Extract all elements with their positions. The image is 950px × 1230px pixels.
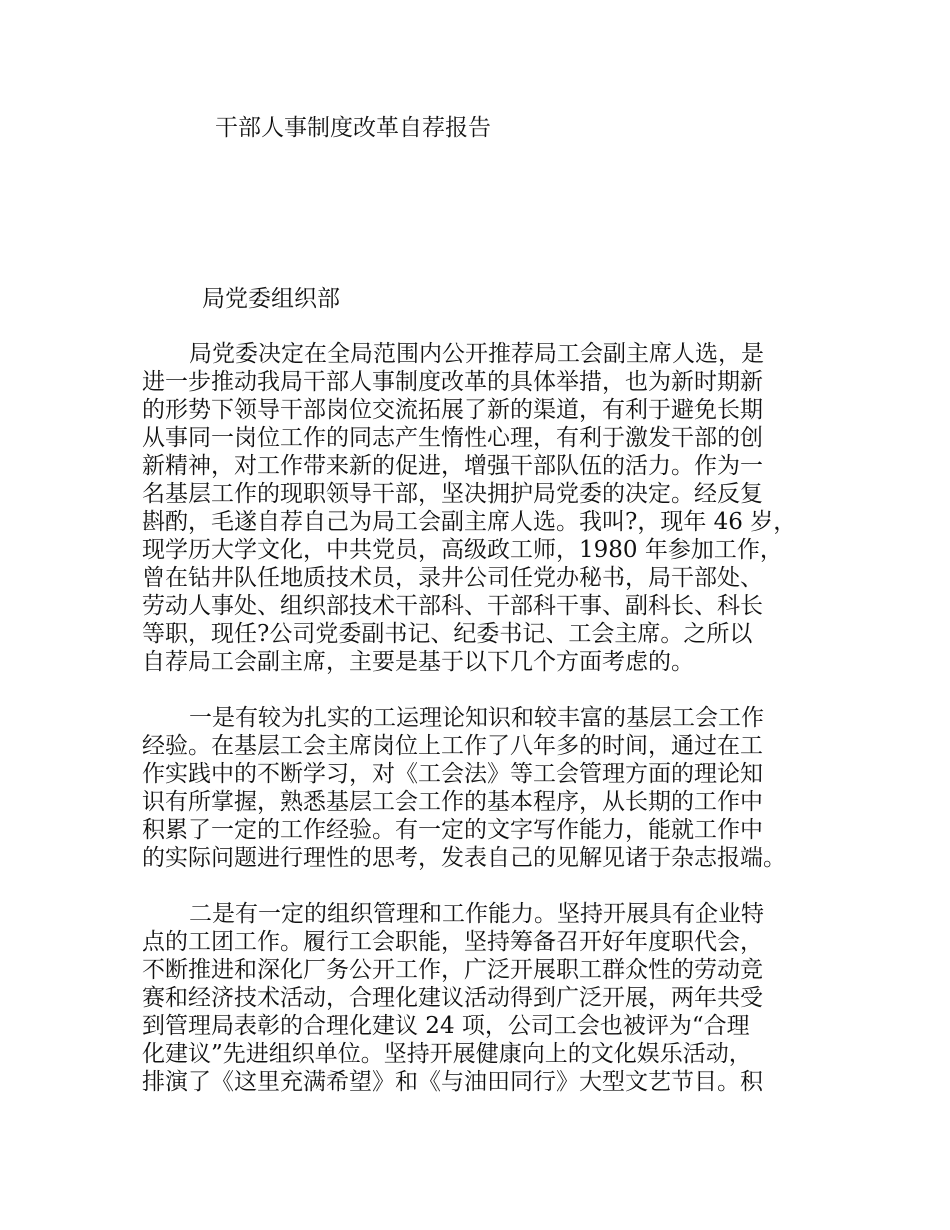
paragraph-point-one: [142, 704, 832, 872]
paragraph-line: 点的工团工作。履行工会职能，坚持筹备召开好年度职代会，: [142, 929, 763, 955]
paragraph-line: 局党委决定在全局范围内公开推荐局工会副主席人选，是: [189, 341, 764, 367]
recipient-line: 局党委组织部: [202, 286, 340, 312]
paragraph-line: 经验。在基层工会主席岗位上工作了八年多的时间，通过在工: [142, 733, 763, 759]
paragraph-line: 名基层工作的现职领导干部，坚决拥护局党委的决定。经反复: [142, 481, 763, 507]
paragraph-line: 一是有较为扎实的工运理论知识和较丰富的基层工会工作: [189, 705, 764, 731]
paragraph-intro: [142, 340, 832, 676]
document-title: 干部人事制度改革自荐报告: [215, 115, 491, 141]
paragraph-line: 识有所掌握，熟悉基层工会工作的基本程序，从长期的工作中: [142, 789, 763, 815]
paragraph-line: 等职，现任?公司党委副书记、纪委书记、工会主席。之所以: [142, 621, 753, 647]
paragraph-line: 从事同一岗位工作的同志产生惰性心理，有利于激发干部的创: [142, 425, 763, 451]
paragraph-line: 的形势下领导干部岗位交流拓展了新的渠道，有利于避免长期: [142, 397, 763, 423]
paragraph-line: 现学历大学文化，中共党员，高级政工师，1980 年参加工作，: [142, 537, 783, 563]
paragraph-line: 二是有一定的组织管理和工作能力。坚持开展具有企业特: [189, 901, 764, 927]
paragraph-line: 赛和经济技术活动，合理化建议活动得到广泛开展，两年共受: [142, 985, 763, 1011]
paragraph-point-two: [142, 900, 832, 1096]
paragraph-line: 自荐局工会副主席，主要是基于以下几个方面考虑的。: [142, 649, 694, 675]
paragraph-line: 到管理局表彰的合理化建议 24 项，公司工会也被评为“合理: [142, 1013, 750, 1039]
document-body: [142, 340, 832, 1124]
paragraph-line: 曾在钻井队任地质技术员，录井公司任党办秘书，局干部处、: [142, 565, 763, 591]
paragraph-line: 新精神，对工作带来新的促进，增强干部队伍的活力。作为一: [142, 453, 763, 479]
paragraph-line: 斟酌，毛遂自荐自己为局工会副主席人选。我叫?，现年 46 岁，: [142, 509, 797, 535]
paragraph-line: 作实践中的不断学习，对《工会法》等工会管理方面的理论知: [142, 761, 763, 787]
paragraph-line: 排演了《这里充满希望》和《与油田同行》大型文艺节目。积: [142, 1069, 763, 1095]
paragraph-line: 积累了一定的工作经验。有一定的文字写作能力，能就工作中: [142, 817, 763, 843]
paragraph-line: 的实际问题进行理性的思考，发表自己的见解见诸于杂志报端。: [142, 845, 786, 871]
paragraph-line: 劳动人事处、组织部技术干部科、干部科干事、副科长、科长: [142, 593, 763, 619]
paragraph-line: 化建议”先进组织单位。坚持开展健康向上的文化娱乐活动，: [142, 1041, 752, 1067]
paragraph-line: 不断推进和深化厂务公开工作，广泛开展职工群众性的劳动竞: [142, 957, 763, 983]
paragraph-line: 进一步推动我局干部人事制度改革的具体举措，也为新时期新: [142, 369, 763, 395]
